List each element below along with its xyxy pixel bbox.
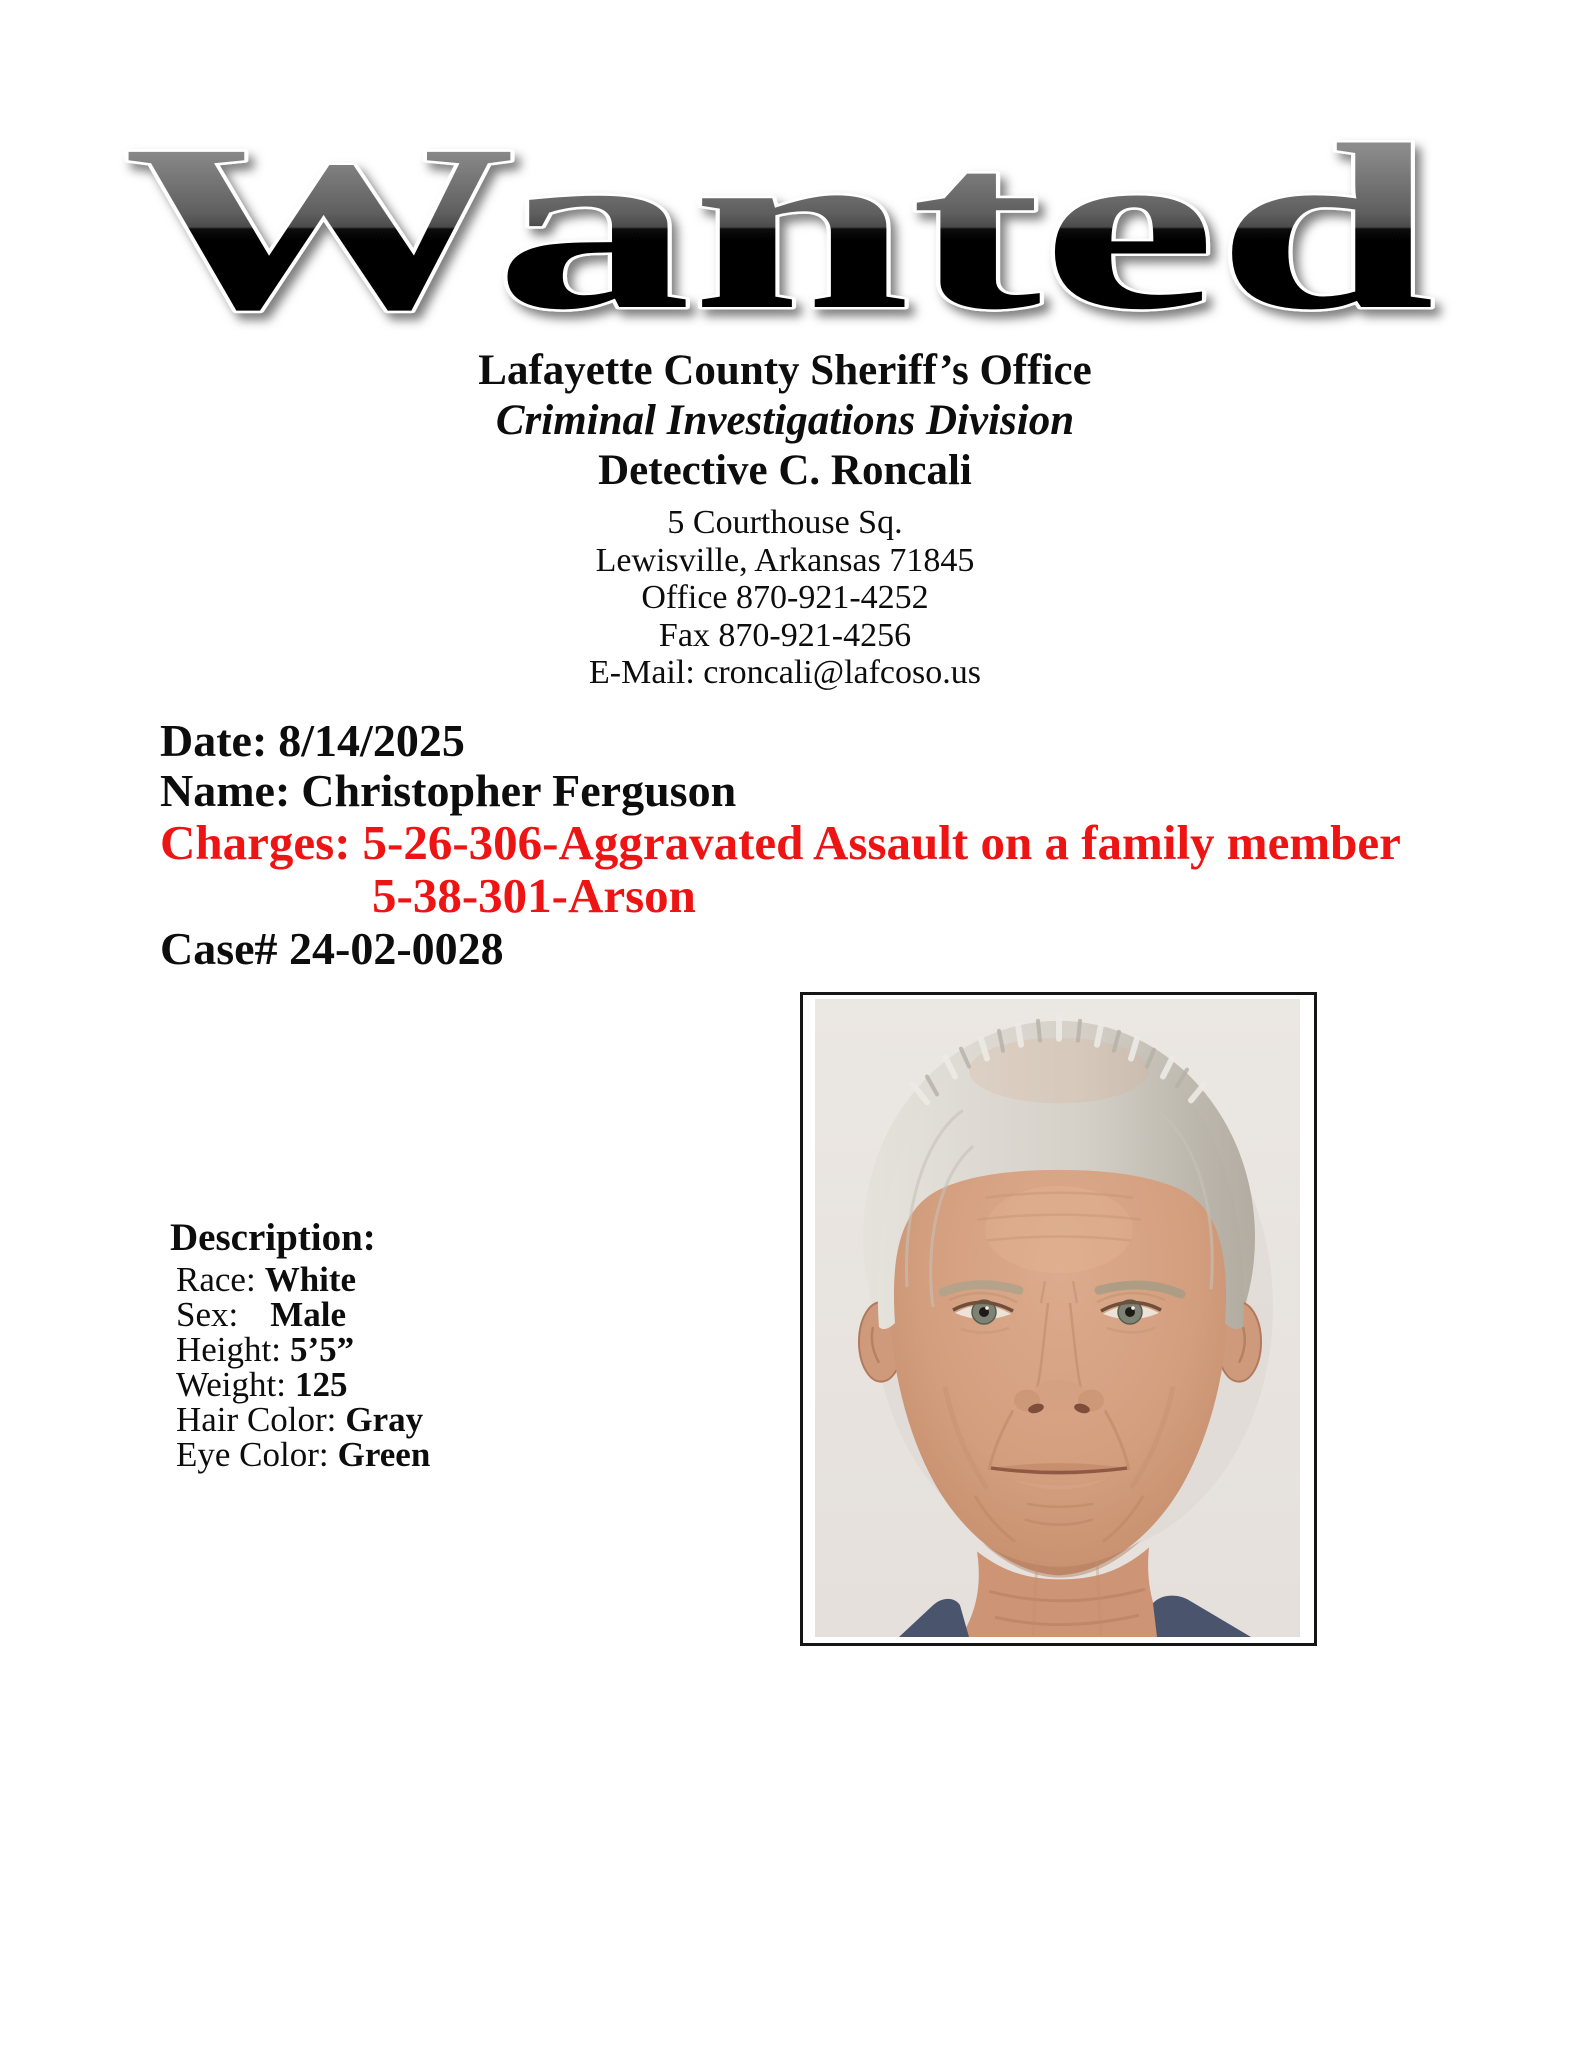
- sex-label: Sex:: [176, 1295, 239, 1334]
- agency-header: [0, 346, 1570, 692]
- date-label: Date:: [160, 715, 268, 766]
- photo-frame: [800, 992, 1317, 1646]
- charges-line-2: [160, 869, 1401, 922]
- scalp-highlight: [969, 1038, 1149, 1104]
- address-city: Lewisville, Arkansas 71845: [595, 541, 975, 579]
- charge-item-1: 5-26-306-Aggravated Assault on a family member: [362, 815, 1401, 870]
- sex-value: Male: [270, 1295, 347, 1334]
- weight-value: 125: [294, 1365, 348, 1404]
- fax-number: Fax 870-921-4256: [658, 616, 912, 654]
- address-street: 5 Courthouse Sq.: [667, 504, 903, 541]
- email-address: E-Mail: croncali@lafcoso.us: [589, 654, 981, 692]
- description-row-race: [170, 1262, 430, 1297]
- mugshot-photo: [815, 999, 1300, 1637]
- wanted-headline: [0, 0, 1583, 380]
- charge-item-2: 5-38-301-Arson: [372, 868, 696, 923]
- weight-label: Weight:: [176, 1365, 286, 1404]
- eye-color-value: Green: [337, 1435, 431, 1474]
- date-value: 8/14/2025: [278, 715, 465, 766]
- description-block: [170, 1214, 430, 1472]
- name-line: [160, 766, 1401, 816]
- division-name: Criminal Investigations Division: [495, 397, 1075, 444]
- height-label: Height:: [176, 1330, 281, 1369]
- name-label: Name:: [160, 765, 291, 816]
- race-label: Race:: [176, 1260, 256, 1299]
- charges-label: Charges:: [160, 815, 351, 870]
- description-row-hair: [170, 1402, 430, 1437]
- description-row-height: [170, 1332, 430, 1367]
- description-row-eyes: [170, 1437, 430, 1472]
- description-row-weight: [170, 1367, 430, 1402]
- sheriff-office-name: Lafayette County Sheriff’s Office: [478, 347, 1092, 394]
- case-number-line: Case# 24-02-0028: [160, 923, 504, 974]
- office-phone: Office 870-921-4252: [641, 579, 929, 617]
- name-value: Christopher Ferguson: [301, 765, 737, 816]
- hair-color-label: Hair Color:: [176, 1400, 337, 1439]
- mugshot-portrait-illustration: [815, 999, 1300, 1637]
- height-value: 5’5”: [289, 1330, 355, 1369]
- eye-color-label: Eye Color:: [176, 1435, 329, 1474]
- hair-color-value: Gray: [345, 1400, 424, 1439]
- description-row-sex: [170, 1297, 430, 1332]
- contact-block: [0, 504, 1570, 692]
- race-value: White: [264, 1260, 357, 1299]
- case-info-block: [160, 716, 1401, 976]
- wanted-title: Wanted: [123, 97, 1435, 359]
- description-heading: Description:: [170, 1216, 376, 1259]
- detective-name: Detective C. Roncali: [598, 447, 972, 494]
- date-line: [160, 716, 1401, 766]
- charges-line-1: [160, 816, 1401, 869]
